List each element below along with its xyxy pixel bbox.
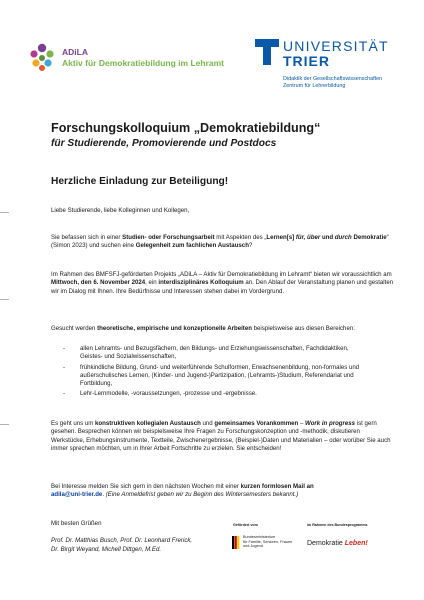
fold-mark [0,424,9,425]
uni-name: UNIVERSITÄT [283,38,389,54]
greeting: Liebe Studierende, liebe Kolleginnen und Kollegen, [51,207,190,214]
page-title: Forschungskolloquium „Demokratiebildung“ [51,121,321,135]
list-item: - allen Lehramts- und Bezugsfächern, den Bildungs- und Erziehungswissenschaften, Fachdidaktiken, Geistes- und Sozialwissenschaften, [63,345,368,362]
uni-center: Zentrum für Lehrerbildung [283,83,346,89]
funded-by-label: Gefördert vom [233,523,258,527]
paragraph-contact: Bei Interesse melden Sie sich gern in den nächsten Wochen mit einer kurzen formlosen Mail an adila@uni-trier.de. (Eine Anmeldefrist geben wir zu Beginn des Wintersemesters bekannt.) [51,483,314,499]
list-item: - frühkindliche Bildung, Grund- und weiterführende Schulformen, Erwachsenenbildung, non-formales und außerschulisches Lernen, (Kinder- und Jugend-)Partizipation, (Lehramts-)Studium, Referendariat und Fortbildung, [63,364,368,389]
paragraph-intro: Sie befassen sich in einer Studien- oder Forschungsarbeit mit Aspekten des „Lernen[s] für, über und durch Demokratie“ (Simon 2023) und suchen eine Gelegenheit zum fachlichen Austausch? [51,234,389,250]
punch-mark [0,299,9,300]
paragraph-event: Im Rahmen des BMFSFJ-geförderten Projekts „ADiLA – Aktiv für Demokratiebildung im Lehramt“ bieten wir voraussichtlich am Mittwoch, den 6. November 2024, ein interdisziplinäres Kolloquium an. Den Ablauf der Veranstaltung planen und gestalten wir im Dialog mit Ihnen. Ihre Bedürfnisse und Interessen stehen dabei im Vordergrund. [51,271,394,295]
uni-city: TRIER [283,53,330,69]
paragraph-exchange: Es geht uns um konstruktiven kollegialen Austausch und gemeinsames Vorankommen – Work in progress ist gern gesehen. Besprechen können wir beispielsweise Ihre Fragen zu Forschungskonzeption und -methodik, diskutieren Werkstücke, Erhebungsinstrumente, Textteile, Zwischenergebnisse, (Beispiel-)Daten und Materialien – oder worüber Sie auch immer sprechen möchten, um in Ihrer Arbeit Fortschritte zu erzielen. Sie entscheiden! [51,420,391,452]
ministry-name: Bundesministerium für Familie, Senioren, Frauen und Jugend [243,535,293,549]
federal-eagle-icon [232,536,240,549]
adila-subtitle: Aktiv für Demokratiebildung im Lehramt [62,58,224,68]
contact-email-link[interactable]: adila@uni-trier.de [51,491,103,499]
closing: Mit besten Grüßen [51,520,102,527]
invitation-heading: Herzliche Einladung zur Beteiligung! [51,176,229,187]
uni-department: Didaktik der Gesellschaftswissenschaften [283,76,383,82]
paragraph-call: Gesucht werden theoretische, empirische und konzeptionelle Arbeiten beispielsweise aus diesen Bereichen: [51,325,355,332]
uni-trier-logo-icon [255,39,279,65]
programme-label: im Rahmen des Bundesprogramms [307,523,368,527]
adila-logo-icon [27,42,57,72]
fold-mark [0,212,9,213]
adila-brand: ADiLA [62,47,88,57]
programme-logo: Demokratie Leben! [307,540,368,547]
signature-line: Prof. Dr. Matthias Busch, Prof. Dr. Leonhard Frerick, [51,537,193,544]
topic-list [63,345,368,399]
list-item: - Lehr-Lernmodelle, -voraussetzungen, -prozesse und -ergebnisse. [63,390,368,398]
page-subtitle: für Studierende, Promovierende und Postdocs [51,138,277,149]
signature-line: Dr. Birgit Weyand, Michell Dittgen, M.Ed. [51,546,162,553]
